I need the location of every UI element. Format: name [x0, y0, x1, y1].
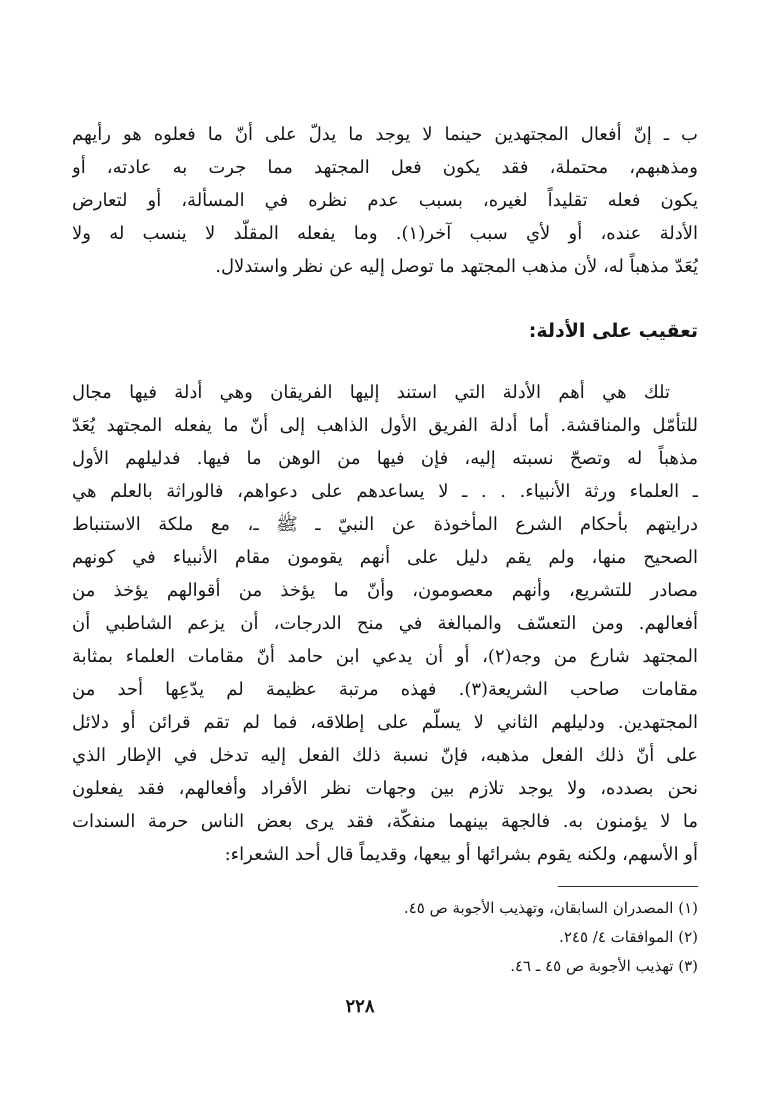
list-item-b [72, 118, 698, 283]
footnote-divider [558, 886, 698, 887]
text-line: درايتهم بأحكام الشرع المأخوذة عن النبيّ ـ ﷺ ـ، مع ملكة الاستنباط [72, 514, 698, 535]
text-line: مقامات صاحب الشريعة(٣). فهذه مرتبة عظيمة لم يدّعِها أحد من [72, 679, 698, 700]
footnote-1: (١) المصدران السابقان، وتهذيب الأجوبة ص ٤٥. [403, 899, 698, 917]
text-line: مصادر للتشريع، وأنهم معصومون، وأنّ ما يؤخذ من أقوالهم يؤخذ من [72, 580, 698, 601]
text-line: أفعالهم. ومن التعسّف والمبالغة في منح الدرجات، أن يزعم الشاطبي أن [72, 613, 698, 634]
body-paragraph [72, 376, 698, 871]
text-line: ما لا يؤمنون به. فالجهة بينهما منفكّة، فقد يرى بعض الناس حرمة السندات [72, 811, 698, 832]
text-line: أو الأسهم، ولكنه يقوم بشرائها أو بيعها، وقديماً قال أحد الشعراء: [224, 844, 698, 865]
text-line: للتأمّل والمناقشة. أما أدلة الفريق الأول الذاهب إلى أنّ ما يفعله المجتهد يُعَدّ [72, 415, 698, 436]
page-number: ٢٢٨ [345, 996, 375, 1017]
text-line: يُعَدّ مذهباً له، لأن مذهب المجتهد ما توصل إليه عن نظر واستدلال. [215, 256, 698, 277]
text-line: يكون فعله تقليداً لغيره، بسبب عدم نظره في المسألة، أو لتعارض [72, 190, 698, 211]
text-line: الأدلة عنده، أو لأي سبب آخر(١). وما يفعله المقلّد لا ينسب له ولا [72, 223, 698, 244]
text-line: مذهباً له وتصحّ نسبته إليه، فإن فيها من الوهن ما فيها. فدليلهم الأول [72, 448, 698, 469]
text-line: تلك هي أهم الأدلة التي استند إليها الفريقان وهي أدلة فيها مجال [72, 382, 670, 403]
footnote-3: (٣) تهذيب الأجوبة ص ٤٥ ـ ٤٦. [510, 957, 698, 975]
text-line: ب ـ إنّ أفعال المجتهدين حينما لا يوجد ما يدلّ على أنّ ما فعلوه هو رأيهم [72, 124, 698, 145]
text-line: على أنّ ذلك الفعل مذهبه، فإنّ نسبة ذلك الفعل إليه تدخل في الإطار الذي [72, 745, 698, 766]
text-line: ـ العلماء ورثة الأنبياء. . . ـ لا يساعدهم على دعواهم، فالوراثة بالعلم هي [72, 481, 698, 502]
text-line: المجتهد شارع من وجه(٢)، أو أن يدعي ابن حامد أنّ مقامات العلماء بمثابة [72, 646, 698, 667]
text-line: الصحيح منها، ولم يقم دليل على أنهم يقومون مقام الأنبياء في كونهم [72, 547, 698, 568]
section-heading: تعقيب على الأدلة: [528, 320, 698, 342]
text-line: ومذهبهم، محتملة، فقد يكون فعل المجتهد مما جرت به عادته، أو [72, 157, 698, 178]
text-line: نحن بصدده، ولا يوجد تلازم بين وجهات نظر الأفراد وأفعالهم، فقد يفعلون [72, 778, 698, 799]
footnotes [72, 894, 698, 981]
text-line: المجتهدين. ودليلهم الثاني لا يسلّم على إطلاقه، فما لم تقم قرائن أو دلائل [72, 712, 698, 733]
footnote-2: (٢) الموافقات ٤/ ٢٤٥. [559, 928, 698, 946]
